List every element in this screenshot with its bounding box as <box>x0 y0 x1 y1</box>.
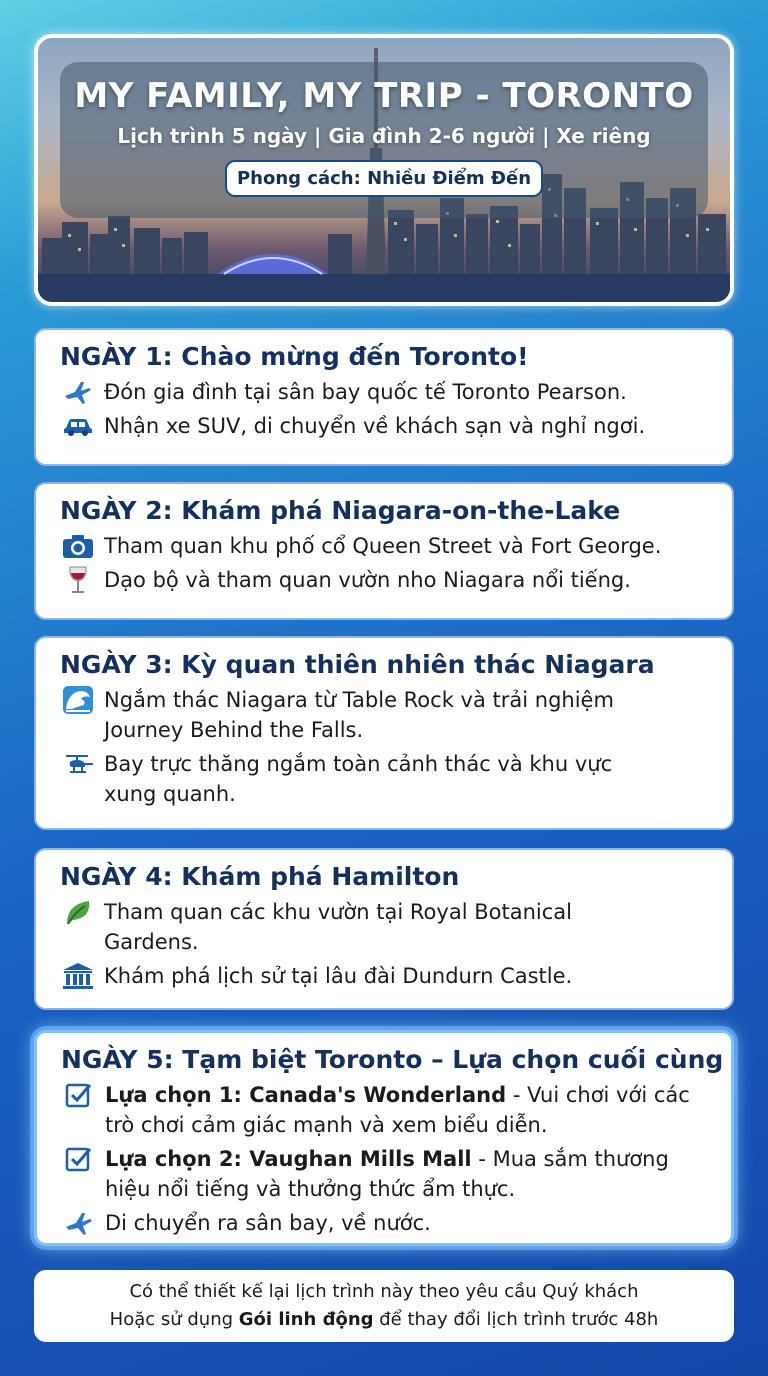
hero-title-panel <box>60 62 708 218</box>
wave-icon <box>60 685 96 715</box>
list-item: Bay trực thăng ngắm toàn cảnh thác và khu vực xung quanh. <box>60 749 718 809</box>
day-5-card <box>34 1030 734 1246</box>
list-item: Dạo bộ và tham quan vườn nho Niagara nổi tiếng. <box>60 565 718 595</box>
day-1-title: NGÀY 1: Chào mừng đến Toronto! <box>60 342 529 371</box>
list-item: Tham quan khu phố cổ Queen Street và Fort George. <box>60 531 718 561</box>
page-subtitle: Lịch trình 5 ngày | Gia đình 2-6 người | Xe riêng <box>117 124 651 148</box>
day-2-title: NGÀY 2: Khám phá Niagara-on-the-Lake <box>60 496 621 525</box>
flexible-package-label: Gói linh động <box>238 1309 374 1330</box>
car-icon <box>60 411 96 441</box>
style-badge: Phong cách: Nhiều Điểm Đến <box>225 160 543 197</box>
museum-icon <box>60 961 96 991</box>
list-item: Lựa chọn 1: Canada's Wonderland - Vui chơi với các trò chơi cảm giác mạnh và xem biểu diễn. <box>61 1080 717 1140</box>
checkbox-icon <box>61 1080 97 1110</box>
airplane-icon <box>61 1208 97 1238</box>
list-item: Ngắm thác Niagara từ Table Rock và trải nghiệm Journey Behind the Falls. <box>60 685 718 745</box>
day-5-title: NGÀY 5: Tạm biệt Toronto – Lựa chọn cuối cùng <box>61 1045 724 1074</box>
day-4-title: NGÀY 4: Khám phá Hamilton <box>60 862 460 891</box>
day-2-card <box>34 482 734 620</box>
list-item: Khám phá lịch sử tại lâu đài Dundurn Castle. <box>60 961 718 991</box>
list-item: Nhận xe SUV, di chuyển về khách sạn và nghỉ ngơi. <box>60 411 718 441</box>
footer-line-2: Hoặc sử dụng Gói linh động để thay đổi lịch trình trước 48h <box>109 1309 659 1330</box>
day-3-title: NGÀY 3: Kỳ quan thiên nhiên thác Niagara <box>60 650 655 679</box>
wine-glass-icon <box>60 565 96 595</box>
day-4-card <box>34 848 734 1010</box>
airplane-icon <box>60 377 96 407</box>
day-3-card <box>34 636 734 830</box>
camera-icon <box>60 531 96 561</box>
list-item: Đón gia đình tại sân bay quốc tế Toronto Pearson. <box>60 377 718 407</box>
helicopter-icon <box>60 749 96 779</box>
day-1-card <box>34 328 734 466</box>
footer-note <box>34 1270 734 1342</box>
list-item: Tham quan các khu vườn tại Royal Botanical Gardens. <box>60 897 718 957</box>
footer-line-1: Có thể thiết kế lại lịch trình này theo yêu cầu Quý khách <box>129 1281 639 1302</box>
list-item: Lựa chọn 2: Vaughan Mills Mall - Mua sắm thương hiệu nổi tiếng và thưởng thức ẩm thực. <box>61 1144 717 1204</box>
checkbox-icon <box>61 1144 97 1174</box>
list-item: Di chuyển ra sân bay, về nước. <box>61 1208 717 1238</box>
hero-banner <box>34 34 734 306</box>
leaf-icon <box>60 897 96 927</box>
page-title: MY FAMILY, MY TRIP - TORONTO <box>74 76 694 116</box>
